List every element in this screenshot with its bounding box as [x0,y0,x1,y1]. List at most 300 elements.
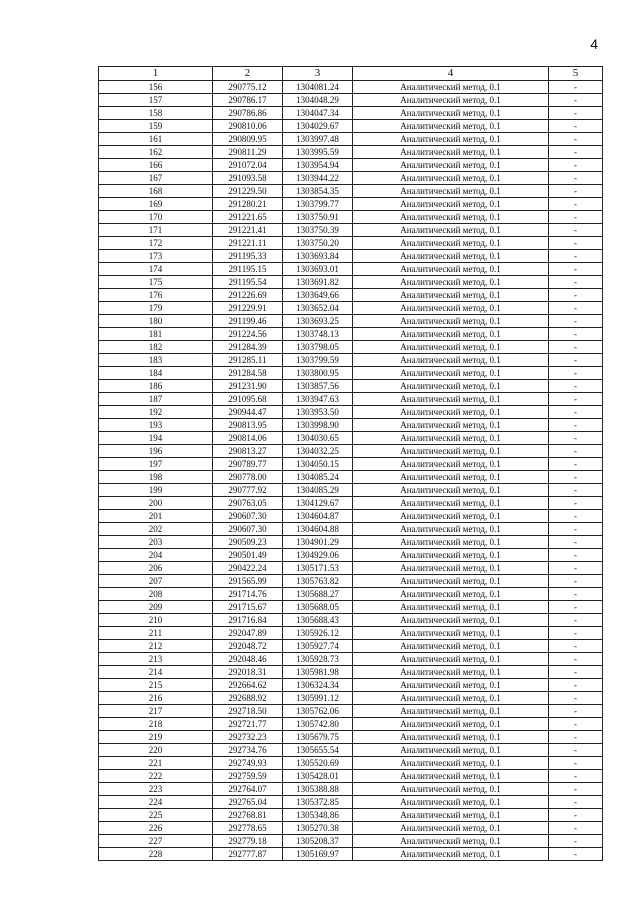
point-number-cell: 196 [99,445,213,458]
method-cell: Аналитический метод, 0.1 [353,796,549,809]
table-row [99,588,603,601]
point-number-cell: 222 [99,770,213,783]
y-coordinate-cell: 1303998.90 [283,419,353,432]
note-cell: - [549,263,603,276]
point-number-cell: 225 [99,809,213,822]
point-number-cell: 207 [99,575,213,588]
note-cell: - [549,523,603,536]
point-number-cell: 209 [99,601,213,614]
y-coordinate-cell: 1304032.25 [283,445,353,458]
table-row [99,471,603,484]
x-coordinate-cell: 291221.11 [213,237,283,250]
y-coordinate-cell: 1305520.69 [283,757,353,770]
table-row [99,367,603,380]
note-cell: - [549,640,603,653]
y-coordinate-cell: 1303947.63 [283,393,353,406]
method-cell: Аналитический метод, 0.1 [353,705,549,718]
table-row [99,718,603,731]
note-cell: - [549,185,603,198]
table-row [99,380,603,393]
note-cell: - [549,445,603,458]
x-coordinate-cell: 291284.58 [213,367,283,380]
method-cell: Аналитический метод, 0.1 [353,458,549,471]
method-cell: Аналитический метод, 0.1 [353,250,549,263]
table-row [99,666,603,679]
note-cell: - [549,744,603,757]
note-cell: - [549,315,603,328]
note-cell: - [549,575,603,588]
y-coordinate-cell: 1305348.86 [283,809,353,822]
y-coordinate-cell: 1303750.91 [283,211,353,224]
point-number-cell: 168 [99,185,213,198]
y-coordinate-cell: 1304604.88 [283,523,353,536]
y-coordinate-cell: 1306324.34 [283,679,353,692]
method-cell: Аналитический метод, 0.1 [353,809,549,822]
note-cell: - [549,536,603,549]
point-number-cell: 194 [99,432,213,445]
x-coordinate-cell: 290778.00 [213,471,283,484]
point-number-cell: 214 [99,666,213,679]
x-coordinate-cell: 292047.89 [213,627,283,640]
point-number-cell: 206 [99,562,213,575]
method-cell: Аналитический метод, 0.1 [353,198,549,211]
table-row [99,185,603,198]
point-number-cell: 227 [99,835,213,848]
y-coordinate-cell: 1303857.56 [283,380,353,393]
method-cell: Аналитический метод, 0.1 [353,484,549,497]
note-cell: - [549,718,603,731]
table-row [99,523,603,536]
method-cell: Аналитический метод, 0.1 [353,237,549,250]
table-row [99,692,603,705]
table-row [99,146,603,159]
x-coordinate-cell: 292778.65 [213,822,283,835]
note-cell: - [549,302,603,315]
point-number-cell: 228 [99,848,213,861]
y-coordinate-cell: 1303954.94 [283,159,353,172]
table-row [99,614,603,627]
x-coordinate-cell: 292734.76 [213,744,283,757]
method-cell: Аналитический метод, 0.1 [353,536,549,549]
x-coordinate-cell: 290763.05 [213,497,283,510]
y-coordinate-cell: 1305679.75 [283,731,353,744]
point-number-cell: 210 [99,614,213,627]
x-coordinate-cell: 290501.49 [213,549,283,562]
point-number-cell: 223 [99,783,213,796]
point-number-cell: 197 [99,458,213,471]
table-row [99,848,603,861]
note-cell: - [549,94,603,107]
table-row [99,276,603,289]
table-row [99,432,603,445]
y-coordinate-cell: 1303748.13 [283,328,353,341]
note-cell: - [549,406,603,419]
point-number-cell: 200 [99,497,213,510]
y-coordinate-cell: 1303953.50 [283,406,353,419]
y-coordinate-cell: 1305991.12 [283,692,353,705]
y-coordinate-cell: 1305388.88 [283,783,353,796]
y-coordinate-cell: 1304604.87 [283,510,353,523]
x-coordinate-cell: 290786.17 [213,94,283,107]
method-cell: Аналитический метод, 0.1 [353,640,549,653]
note-cell: - [549,380,603,393]
x-coordinate-cell: 291093.58 [213,172,283,185]
column-header: 1 [99,67,213,81]
y-coordinate-cell: 1303693.01 [283,263,353,276]
table-row [99,497,603,510]
x-coordinate-cell: 292048.46 [213,653,283,666]
y-coordinate-cell: 1304050.15 [283,458,353,471]
y-coordinate-cell: 1305688.05 [283,601,353,614]
method-cell: Аналитический метод, 0.1 [353,159,549,172]
point-number-cell: 157 [99,94,213,107]
note-cell: - [549,133,603,146]
x-coordinate-cell: 290422.24 [213,562,283,575]
x-coordinate-cell: 291229.50 [213,185,283,198]
table-row [99,354,603,367]
point-number-cell: 216 [99,692,213,705]
point-number-cell: 174 [99,263,213,276]
point-number-cell: 208 [99,588,213,601]
table-row [99,796,603,809]
note-cell: - [549,627,603,640]
method-cell: Аналитический метод, 0.1 [353,757,549,770]
y-coordinate-cell: 1303693.25 [283,315,353,328]
method-cell: Аналитический метод, 0.1 [353,523,549,536]
note-cell: - [549,172,603,185]
method-cell: Аналитический метод, 0.1 [353,770,549,783]
y-coordinate-cell: 1304048.29 [283,94,353,107]
y-coordinate-cell: 1303750.20 [283,237,353,250]
note-cell: - [549,224,603,237]
method-cell: Аналитический метод, 0.1 [353,406,549,419]
point-number-cell: 158 [99,107,213,120]
y-coordinate-cell: 1303652.04 [283,302,353,315]
x-coordinate-cell: 291226.69 [213,289,283,302]
table-row [99,575,603,588]
table-row [99,224,603,237]
x-coordinate-cell: 292759.59 [213,770,283,783]
point-number-cell: 170 [99,211,213,224]
note-cell: - [549,731,603,744]
table-row [99,783,603,796]
table-row [99,211,603,224]
point-number-cell: 224 [99,796,213,809]
note-cell: - [549,614,603,627]
table-row [99,419,603,432]
method-cell: Аналитический метод, 0.1 [353,224,549,237]
table-row [99,302,603,315]
table-row [99,250,603,263]
note-cell: - [549,835,603,848]
x-coordinate-cell: 290509.23 [213,536,283,549]
point-number-cell: 166 [99,159,213,172]
method-cell: Аналитический метод, 0.1 [353,263,549,276]
y-coordinate-cell: 1303995.59 [283,146,353,159]
y-coordinate-cell: 1304085.24 [283,471,353,484]
x-coordinate-cell: 292048.72 [213,640,283,653]
note-cell: - [549,783,603,796]
table-header-row [99,67,603,81]
table-row [99,549,603,562]
table-row [99,484,603,497]
y-coordinate-cell: 1305270.38 [283,822,353,835]
column-header: 5 [549,67,603,81]
x-coordinate-cell: 292765.04 [213,796,283,809]
x-coordinate-cell: 290607.30 [213,510,283,523]
y-coordinate-cell: 1304029.67 [283,120,353,133]
point-number-cell: 169 [99,198,213,211]
note-cell: - [549,341,603,354]
method-cell: Аналитический метод, 0.1 [353,445,549,458]
method-cell: Аналитический метод, 0.1 [353,81,549,94]
x-coordinate-cell: 290789.77 [213,458,283,471]
note-cell: - [549,588,603,601]
point-number-cell: 182 [99,341,213,354]
note-cell: - [549,120,603,133]
note-cell: - [549,146,603,159]
point-number-cell: 192 [99,406,213,419]
x-coordinate-cell: 292768.81 [213,809,283,822]
point-number-cell: 211 [99,627,213,640]
y-coordinate-cell: 1303798.05 [283,341,353,354]
method-cell: Аналитический метод, 0.1 [353,432,549,445]
x-coordinate-cell: 291195.15 [213,263,283,276]
method-cell: Аналитический метод, 0.1 [353,692,549,705]
method-cell: Аналитический метод, 0.1 [353,731,549,744]
y-coordinate-cell: 1305926.12 [283,627,353,640]
y-coordinate-cell: 1305763.82 [283,575,353,588]
y-coordinate-cell: 1305927.74 [283,640,353,653]
method-cell: Аналитический метод, 0.1 [353,393,549,406]
note-cell: - [549,198,603,211]
point-number-cell: 220 [99,744,213,757]
point-number-cell: 176 [99,289,213,302]
point-number-cell: 199 [99,484,213,497]
note-cell: - [549,159,603,172]
table-row [99,679,603,692]
y-coordinate-cell: 1305655.54 [283,744,353,757]
y-coordinate-cell: 1305928.73 [283,653,353,666]
method-cell: Аналитический метод, 0.1 [353,107,549,120]
table-row [99,120,603,133]
table-row [99,263,603,276]
point-number-cell: 159 [99,120,213,133]
y-coordinate-cell: 1303691.82 [283,276,353,289]
method-cell: Аналитический метод, 0.1 [353,497,549,510]
note-cell: - [549,237,603,250]
point-number-cell: 203 [99,536,213,549]
y-coordinate-cell: 1305169.97 [283,848,353,861]
point-number-cell: 221 [99,757,213,770]
x-coordinate-cell: 291072.04 [213,159,283,172]
table-row [99,510,603,523]
y-coordinate-cell: 1305688.43 [283,614,353,627]
x-coordinate-cell: 291221.41 [213,224,283,237]
x-coordinate-cell: 290777.92 [213,484,283,497]
x-coordinate-cell: 291095.68 [213,393,283,406]
method-cell: Аналитический метод, 0.1 [353,744,549,757]
note-cell: - [549,692,603,705]
note-cell: - [549,393,603,406]
note-cell: - [549,367,603,380]
note-cell: - [549,276,603,289]
method-cell: Аналитический метод, 0.1 [353,380,549,393]
table-row [99,133,603,146]
y-coordinate-cell: 1303799.59 [283,354,353,367]
x-coordinate-cell: 290775.12 [213,81,283,94]
x-coordinate-cell: 290810.06 [213,120,283,133]
note-cell: - [549,770,603,783]
table-row [99,172,603,185]
method-cell: Аналитический метод, 0.1 [353,575,549,588]
y-coordinate-cell: 1304047.34 [283,107,353,120]
y-coordinate-cell: 1305688.27 [283,588,353,601]
x-coordinate-cell: 292749.93 [213,757,283,770]
note-cell: - [549,809,603,822]
method-cell: Аналитический метод, 0.1 [353,783,549,796]
point-number-cell: 202 [99,523,213,536]
table-row [99,562,603,575]
table-row [99,653,603,666]
table-row [99,107,603,120]
note-cell: - [549,250,603,263]
x-coordinate-cell: 291714.76 [213,588,283,601]
note-cell: - [549,796,603,809]
method-cell: Аналитический метод, 0.1 [353,328,549,341]
x-coordinate-cell: 292764.07 [213,783,283,796]
method-cell: Аналитический метод, 0.1 [353,679,549,692]
note-cell: - [549,471,603,484]
x-coordinate-cell: 292721.77 [213,718,283,731]
point-number-cell: 167 [99,172,213,185]
table-row [99,640,603,653]
point-number-cell: 215 [99,679,213,692]
y-coordinate-cell: 1304929.06 [283,549,353,562]
point-number-cell: 218 [99,718,213,731]
x-coordinate-cell: 291285.11 [213,354,283,367]
y-coordinate-cell: 1305428.01 [283,770,353,783]
table-row [99,770,603,783]
table-row [99,289,603,302]
y-coordinate-cell: 1303750.39 [283,224,353,237]
method-cell: Аналитический метод, 0.1 [353,562,549,575]
note-cell: - [549,653,603,666]
table-row [99,731,603,744]
x-coordinate-cell: 291224.56 [213,328,283,341]
y-coordinate-cell: 1303799.77 [283,198,353,211]
note-cell: - [549,432,603,445]
y-coordinate-cell: 1303944.22 [283,172,353,185]
method-cell: Аналитический метод, 0.1 [353,549,549,562]
y-coordinate-cell: 1305742.80 [283,718,353,731]
method-cell: Аналитический метод, 0.1 [353,510,549,523]
y-coordinate-cell: 1305981.98 [283,666,353,679]
table-row [99,458,603,471]
y-coordinate-cell: 1303997.48 [283,133,353,146]
x-coordinate-cell: 290813.27 [213,445,283,458]
x-coordinate-cell: 290811.29 [213,146,283,159]
table-row [99,536,603,549]
method-cell: Аналитический метод, 0.1 [353,471,549,484]
x-coordinate-cell: 291195.33 [213,250,283,263]
x-coordinate-cell: 291221.65 [213,211,283,224]
point-number-cell: 179 [99,302,213,315]
x-coordinate-cell: 290786.86 [213,107,283,120]
point-number-cell: 162 [99,146,213,159]
note-cell: - [549,484,603,497]
x-coordinate-cell: 292688.92 [213,692,283,705]
point-number-cell: 212 [99,640,213,653]
method-cell: Аналитический метод, 0.1 [353,315,549,328]
table-row [99,159,603,172]
note-cell: - [549,458,603,471]
table-row [99,445,603,458]
table-row [99,237,603,250]
method-cell: Аналитический метод, 0.1 [353,614,549,627]
x-coordinate-cell: 291280.21 [213,198,283,211]
point-number-cell: 217 [99,705,213,718]
table-row [99,627,603,640]
y-coordinate-cell: 1303649.66 [283,289,353,302]
note-cell: - [549,705,603,718]
table-row [99,341,603,354]
method-cell: Аналитический метод, 0.1 [353,94,549,107]
table-row [99,94,603,107]
point-number-cell: 219 [99,731,213,744]
x-coordinate-cell: 292718.50 [213,705,283,718]
y-coordinate-cell: 1304030.65 [283,432,353,445]
note-cell: - [549,211,603,224]
point-number-cell: 184 [99,367,213,380]
x-coordinate-cell: 290814.06 [213,432,283,445]
table-row [99,81,603,94]
column-header: 3 [283,67,353,81]
x-coordinate-cell: 290813.95 [213,419,283,432]
note-cell: - [549,107,603,120]
point-number-cell: 201 [99,510,213,523]
table-row [99,757,603,770]
method-cell: Аналитический метод, 0.1 [353,289,549,302]
note-cell: - [549,822,603,835]
x-coordinate-cell: 291716.84 [213,614,283,627]
table-row [99,198,603,211]
point-number-cell: 213 [99,653,213,666]
method-cell: Аналитический метод, 0.1 [353,302,549,315]
note-cell: - [549,419,603,432]
x-coordinate-cell: 291565.99 [213,575,283,588]
point-number-cell: 161 [99,133,213,146]
note-cell: - [549,549,603,562]
point-number-cell: 175 [99,276,213,289]
note-cell: - [549,601,603,614]
x-coordinate-cell: 292777.87 [213,848,283,861]
method-cell: Аналитический метод, 0.1 [353,133,549,146]
y-coordinate-cell: 1305171.53 [283,562,353,575]
method-cell: Аналитический метод, 0.1 [353,172,549,185]
table-row [99,744,603,757]
note-cell: - [549,497,603,510]
table-row [99,835,603,848]
y-coordinate-cell: 1303854.35 [283,185,353,198]
table-row [99,406,603,419]
page-number: 4 [590,36,598,52]
method-cell: Аналитический метод, 0.1 [353,653,549,666]
y-coordinate-cell: 1304085.29 [283,484,353,497]
table-row [99,328,603,341]
point-number-cell: 181 [99,328,213,341]
column-header: 4 [353,67,549,81]
